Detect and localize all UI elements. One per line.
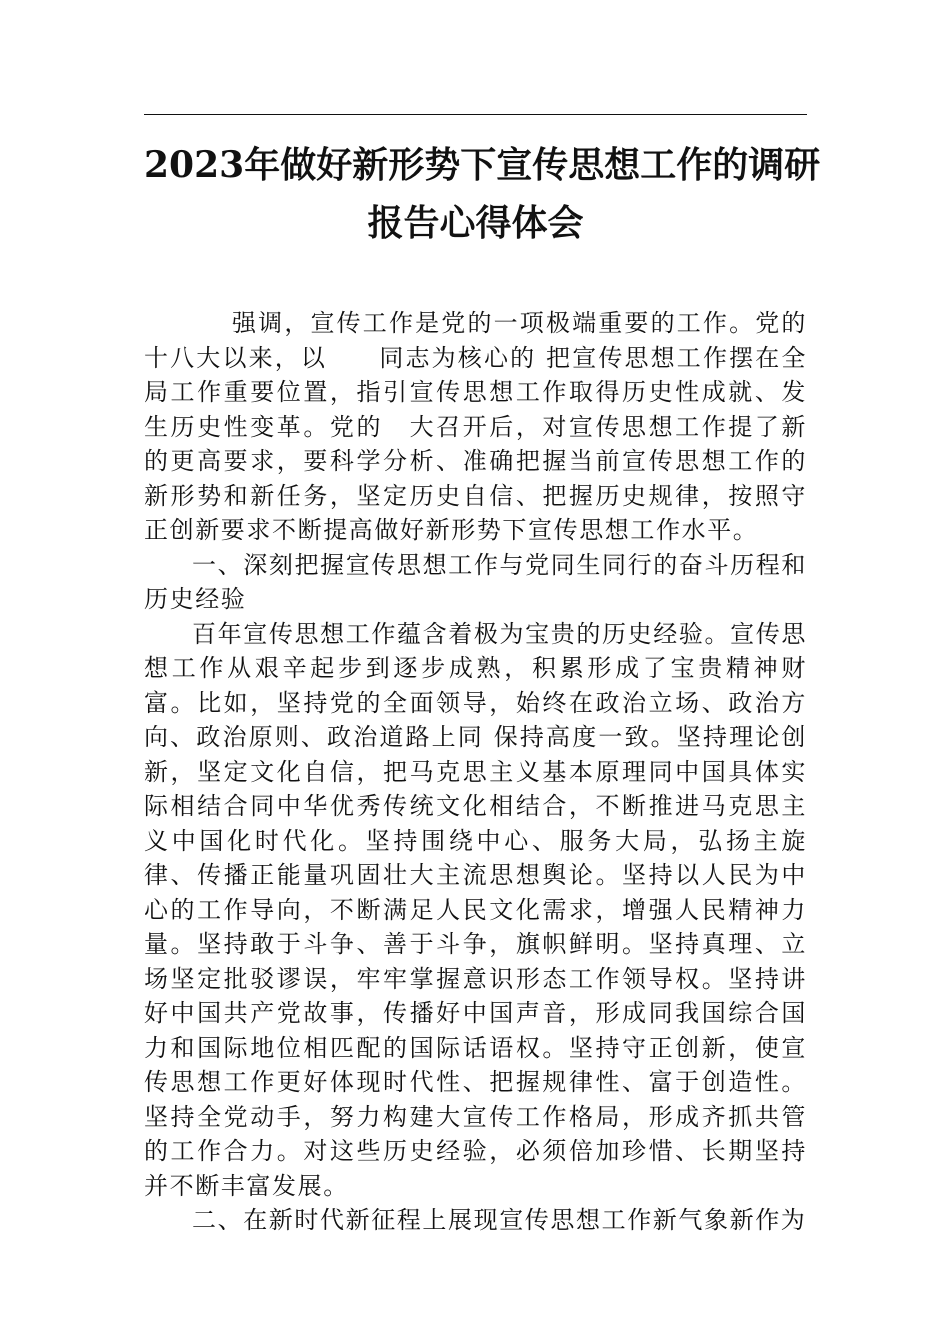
document-body <box>144 306 807 1238</box>
title-line-2: 报告心得体会 <box>367 202 584 244</box>
title-line-1: 2023年做好新形势下宣传思想工作的调研 <box>144 144 821 186</box>
section-heading-1: 一、深刻把握宣传思想工作与党同生同行的奋斗历程和历史经验 <box>144 550 807 613</box>
intro-paragraph: 强调，宣传工作是党的一项极端重要的工作。党的十八大以来，以 同志为核心的 把宣传思想工作摆在全局工作重要位置，指引宣传思想工作取得历史性成就、发生历史性变革。党的 大召开后，对宣传思想工作提了新的更高要求，要科学分析、准确把握当前宣传思想工作的新形势和新任务，坚定历史自信、把握历史规律，按照守正创新要求不断提高做好新形势下宣传思想工作水平。 <box>144 309 807 544</box>
section-heading-2: 二、在新时代新征程上展现宣传思想工作新气象新作为 <box>192 1206 807 1234</box>
body-paragraph: 百年宣传思想工作蕴含着极为宝贵的历史经验。宣传思想工作从艰辛起步到逐步成熟，积累形成了宝贵精神财富。比如，坚持党的全面领导，始终在政治立场、政治方向、政治原则、政治道路上同 保持高度一致。坚持理论创新，坚定文化自信，把马克思主义基本原理同中国具体实际相结合同中华优秀传统文化相结合，不断推进马克思主义中国化时代化。坚持围绕中心、服务大局，弘扬主旋律、传播正能量巩固壮大主流思想舆论。坚持以人民为中心的工作导向，不断满足人民文化需求，增强人民精神力量。坚持敢于斗争、善于斗争，旗帜鲜明。坚持真理、立场坚定批驳谬误，牢牢掌握意识形态工作领导权。坚持讲好中国共产党故事，传播好中国声音，形成同我国综合国力和国际地位相匹配的国际话语权。坚持守正创新，使宣传思想工作更好体现时代性、把握规律性、富于创造性。坚持全党动手，努力构建大宣传工作格局，形成齐抓共管的工作合力。对这些历史经验，必须倍加珍惜、长期坚持并不断丰富发展。 <box>144 619 807 1200</box>
document-title <box>144 136 821 252</box>
header-rule <box>144 114 807 115</box>
